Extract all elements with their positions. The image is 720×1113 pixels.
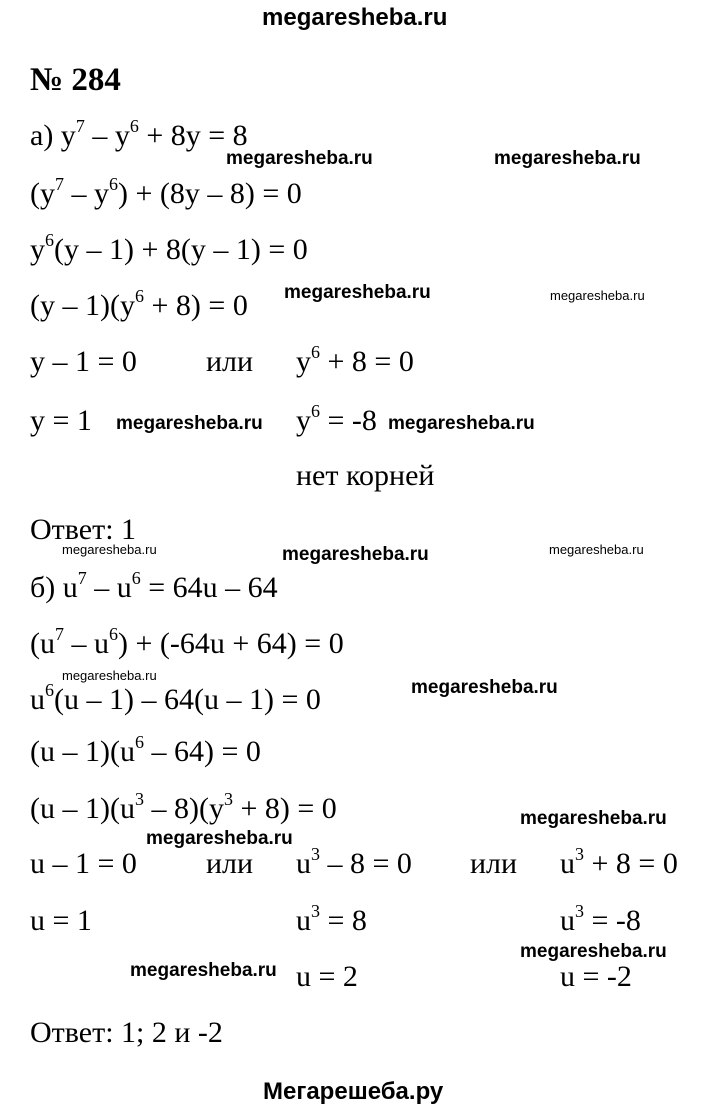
part-b-or-2: или [470,847,518,880]
part-b-equation-5: $(u - 1)(u^3 - 8)(y^3 + 8) = 0$ [30,789,337,825]
part-b-equation-7-left: u = 1 [30,904,92,937]
part-a-equation-4: $(y - 1)(y^6 + 8) = 0$ [30,286,248,322]
watermark: megaresheba.ru [494,148,641,169]
watermark: megaresheba.ru [62,668,157,683]
part-a-answer: Ответ: 1 [30,513,137,546]
part-b-equation-8-right: u = -2 [560,960,632,993]
part-a-equation-1: а) $y^7 - y^6 + 8y = 8$ [30,116,248,152]
part-b-equation-8-middle: u = 2 [296,960,358,993]
part-b-or-1: или [206,847,254,880]
watermark: megaresheba.ru [62,542,157,557]
watermark: megaresheba.ru [550,288,645,303]
part-a-equation-2: $(y^7 - y^6) + (8y - 8) = 0$ [30,174,302,210]
part-a-equation-6-right: $y^6 = -8$ [296,401,377,437]
part-b-equation-7-right: $u^3 = -8$ [560,901,641,937]
part-a-equation-5-right: $y^6 + 8 = 0$ [296,342,414,378]
part-b-answer: Ответ: 1; 2 и -2 [30,1016,223,1049]
watermark: megaresheba.ru [411,677,558,698]
watermark: megaresheba.ru [549,542,644,557]
part-a-no-roots: нет корней [296,459,435,492]
watermark: megaresheba.ru [520,941,667,962]
part-a-equation-3: $y^6(y - 1) + 8(y - 1) = 0$ [30,230,308,266]
watermark: megaresheba.ru [282,544,429,565]
part-a-equation-6-left: y = 1 [30,404,92,437]
part-b-equation-1: б) $u^7 - u^6 = 64u - 64$ [30,568,278,604]
part-b-equation-3: $u^6(u - 1) - 64(u - 1) = 0$ [30,680,321,716]
watermark: megaresheba.ru [116,413,263,434]
part-b-equation-6-left: u – 1 = 0 [30,847,137,880]
part-b-equation-6-middle: $u^3 - 8 = 0$ [296,844,412,880]
part-a-or: или [206,345,254,378]
watermark: megaresheba.ru [284,282,431,303]
watermark: megaresheba.ru [520,808,667,829]
problem-number: № 284 [30,62,121,98]
part-b-equation-6-right: $u^3 + 8 = 0$ [560,844,678,880]
watermark: megaresheba.ru [388,413,535,434]
watermark: megaresheba.ru [226,148,373,169]
part-b-equation-2: $(u^7 - u^6) + (-64u + 64) = 0$ [30,624,344,660]
watermark: megaresheba.ru [130,960,277,981]
site-header: megaresheba.ru [262,4,448,31]
site-footer: Мегарешеба.ру [263,1078,444,1105]
watermark: megaresheba.ru [146,828,293,849]
part-b-equation-4: $(u - 1)(u^6 - 64) = 0$ [30,732,261,768]
part-b-equation-7-middle: $u^3 = 8$ [296,901,367,937]
part-a-equation-5-left: y – 1 = 0 [30,345,137,378]
